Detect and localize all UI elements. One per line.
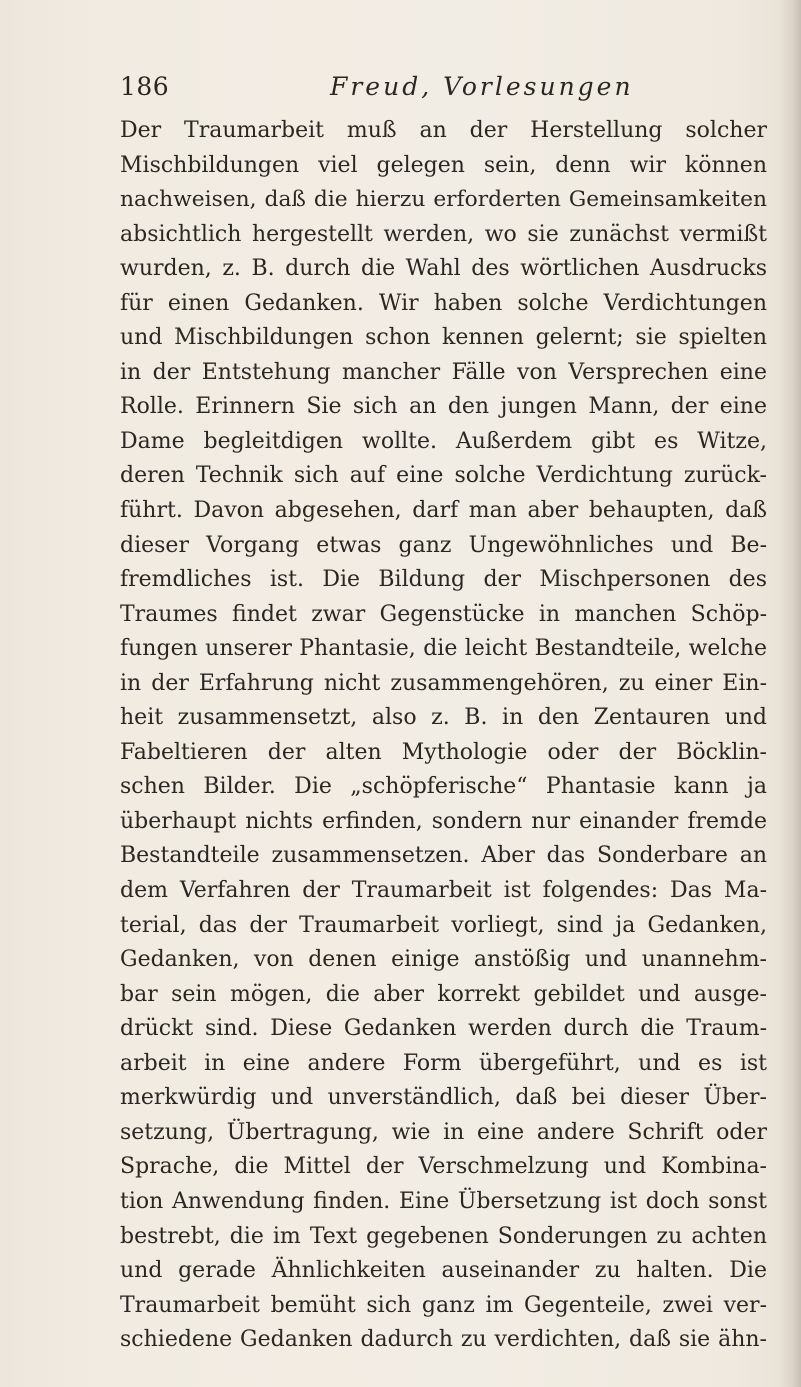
page-edge-shadow bbox=[779, 0, 801, 1387]
text-line: Sprache, die Mittel der Verschmelzung und Kombina- bbox=[120, 1154, 767, 1180]
text-line: Mischbildungen viel gelegen sein, denn wir können bbox=[120, 152, 767, 178]
text-line: und gerade Ähnlichkeiten auseinander zu halten. Die bbox=[120, 1258, 767, 1284]
text-line: bar sein mögen, die aber korrekt gebildet und ausge- bbox=[120, 981, 767, 1007]
text-line: tion Anwendung finden. Eine Übersetzung ist doch sonst bbox=[120, 1188, 767, 1214]
text-line: in der Erfahrung nicht zusammengehören, zu einer Ein- bbox=[120, 670, 767, 696]
text-line: nachweisen, daß die hierzu erforderten Gemeinsamkeiten bbox=[120, 187, 767, 213]
text-line: in der Entstehung mancher Fälle von Versprechen eine bbox=[120, 359, 767, 385]
text-line: bestrebt, die im Text gegebenen Sonderungen zu achten bbox=[120, 1223, 767, 1249]
text-line: schen Bilder. Die „schöpferische“ Phantasie kann ja bbox=[120, 774, 767, 800]
text-line: Bestandteile zusammensetzen. Aber das Sonderbare an bbox=[120, 843, 767, 869]
text-line: Gedanken, von denen einige anstößig und unannehm- bbox=[120, 947, 767, 973]
page-number: 186 bbox=[120, 72, 170, 101]
text-line: deren Technik sich auf eine solche Verdichtung zurück- bbox=[120, 463, 767, 489]
text-line: wurden, z. B. durch die Wahl des wörtlichen Ausdrucks bbox=[120, 256, 767, 282]
text-line: fungen unserer Phantasie, die leicht Bestandteile, welche bbox=[120, 636, 767, 662]
text-line: Fabeltieren der alten Mythologie oder der Böcklin- bbox=[120, 739, 767, 765]
text-line: führt. Davon abgesehen, darf man aber behaupten, daß bbox=[120, 498, 767, 524]
text-line: und Mischbildungen schon kennen gelernt; sie spielten bbox=[120, 325, 767, 351]
text-line: absichtlich hergestellt werden, wo sie zunächst vermißt bbox=[120, 221, 767, 247]
text-line: dem Verfahren der Traumarbeit ist folgendes: Das Ma- bbox=[120, 878, 767, 904]
text-line: Der Traumarbeit muß an der Herstellung solcher bbox=[120, 118, 767, 143]
text-line: Rolle. Erinnern Sie sich an den jungen Mann, der eine bbox=[120, 394, 767, 420]
text-line: Traumarbeit bemüht sich ganz im Gegenteile, zwei ver- bbox=[120, 1292, 767, 1318]
text-line: heit zusammensetzt, also z. B. in den Zentauren und bbox=[120, 705, 767, 731]
running-head: Freud, Vorlesungen bbox=[330, 72, 634, 101]
body-text bbox=[120, 114, 767, 1358]
text-line: für einen Gedanken. Wir haben solche Verdichtungen bbox=[120, 290, 767, 316]
text-line: dieser Vorgang etwas ganz Ungewöhnliches und Be- bbox=[120, 532, 767, 558]
text-line: schiedene Gedanken dadurch zu verdichten, daß sie ähn- bbox=[120, 1327, 767, 1353]
text-line: fremdliches ist. Die Bildung der Mischpersonen des bbox=[120, 567, 767, 593]
text-line: Dame begleitdigen wollte. Außerdem gibt es Witze, bbox=[120, 428, 767, 454]
text-line: setzung, Übertragung, wie in eine andere Schrift oder bbox=[120, 1119, 767, 1145]
text-line: arbeit in eine andere Form übergeführt, und es ist bbox=[120, 1050, 767, 1076]
text-line: merkwürdig und unverständlich, daß bei dieser Über- bbox=[120, 1085, 767, 1111]
text-line: überhaupt nichts erfinden, sondern nur einander fremde bbox=[120, 808, 767, 834]
text-line: terial, das der Traumarbeit vorliegt, sind ja Gedanken, bbox=[120, 912, 767, 938]
text-line: Traumes findet zwar Gegenstücke in manchen Schöp- bbox=[120, 601, 767, 627]
page-header bbox=[120, 72, 740, 116]
text-line: drückt sind. Diese Gedanken werden durch die Traum- bbox=[120, 1016, 767, 1042]
